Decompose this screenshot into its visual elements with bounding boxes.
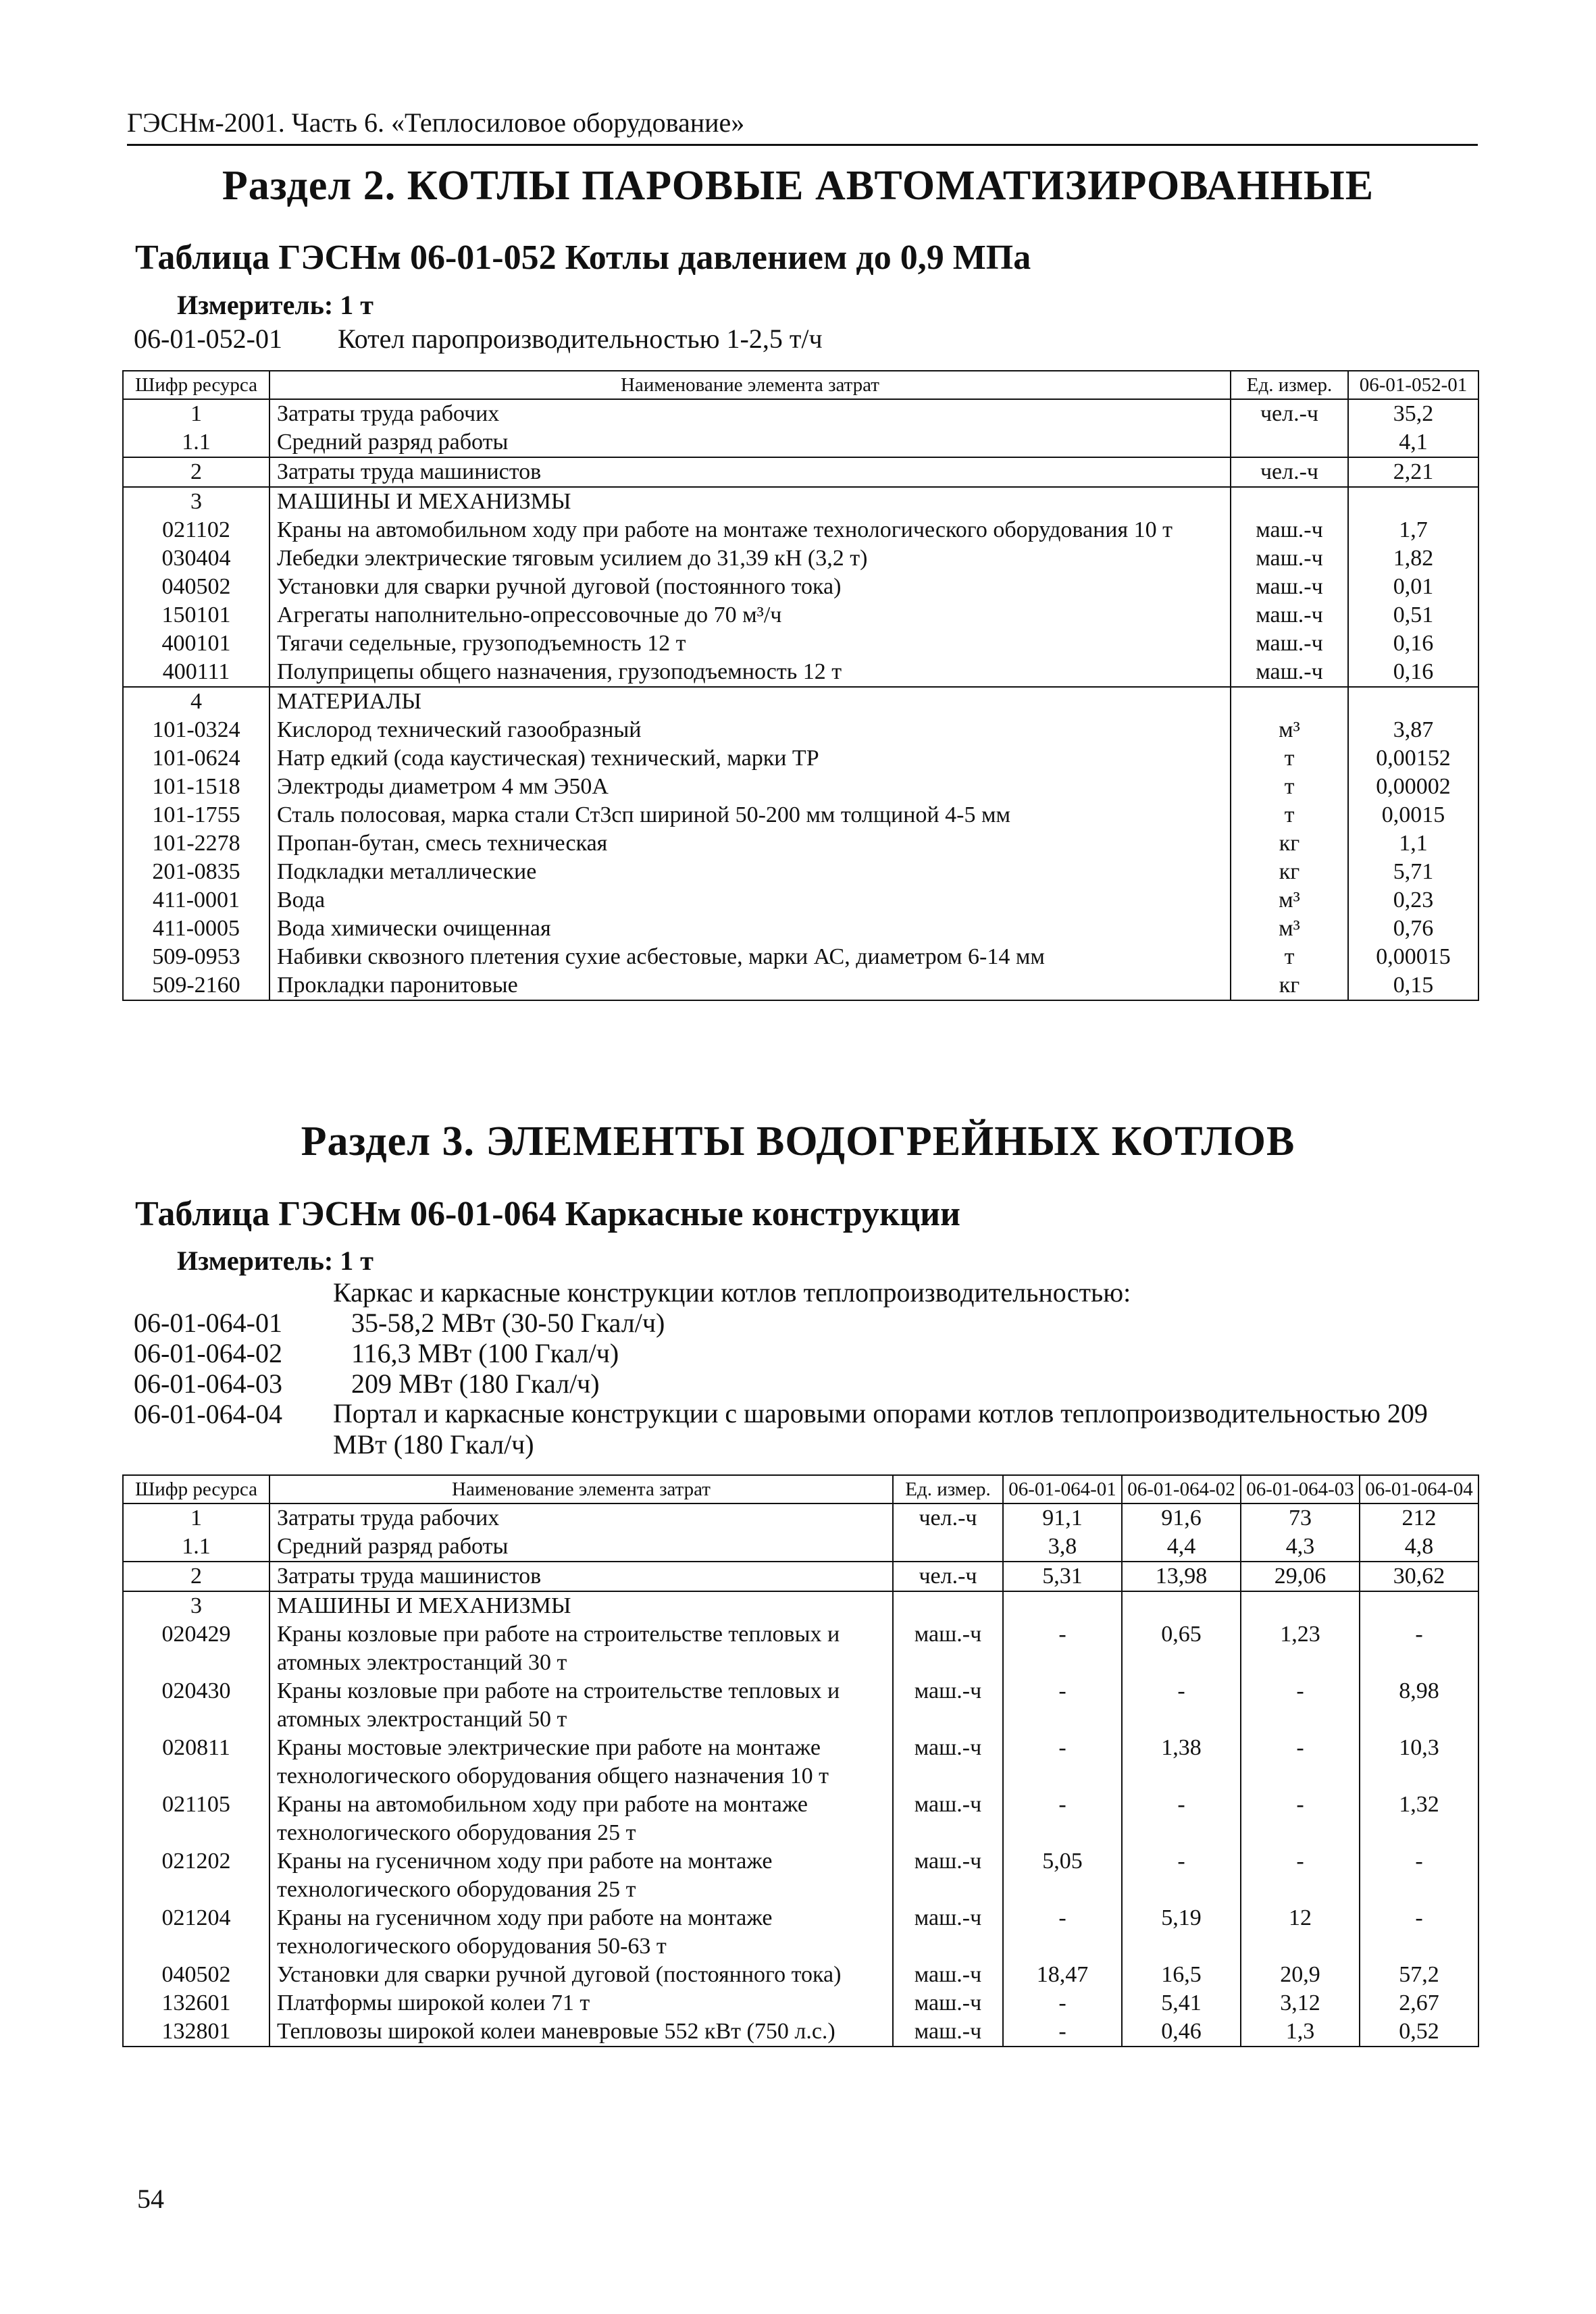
value-052-01: 0,16 [1348,658,1478,687]
resource-code: 2 [123,457,269,487]
value-064-03: - [1241,1791,1360,1847]
table-row [123,801,1478,829]
value-052-01: 0,01 [1348,573,1478,601]
cost-element-name: Натр едкий (сода каустическая) технический, марки ТР [269,744,1231,773]
value-064-03 [1241,1591,1360,1620]
value-052-01: 35,2 [1348,399,1478,428]
unit: маш.-ч [1231,516,1348,544]
table-row [123,886,1478,915]
value-052-01: 1,1 [1348,829,1478,858]
table-064-code-01: 06-01-064-01 [134,1308,282,1338]
unit: м³ [1231,716,1348,744]
table-row [123,1734,1478,1791]
unit: маш.-ч [893,1791,1003,1847]
unit: кг [1231,858,1348,886]
cost-element-name: Краны на гусеничном ходу при работе на монтаже технологического оборудования 25 т [269,1847,893,1904]
value-052-01: 0,16 [1348,629,1478,658]
resource-code: 3 [123,487,269,516]
value-064-03: 29,06 [1241,1562,1360,1591]
value-052-01: 0,23 [1348,886,1478,915]
value-064-01: - [1003,1904,1122,1961]
unit: маш.-ч [1231,573,1348,601]
table-row [123,1961,1478,1989]
header-name: Наименование элемента затрат [269,371,1231,399]
table-064-desc-01: 35-58,2 МВт (30-50 Гкал/ч) [351,1308,665,1338]
value-064-03: 3,12 [1241,1989,1360,2017]
value-064-01: - [1003,1620,1122,1677]
value-064-04: - [1360,1847,1478,1904]
resource-code: 1.1 [123,1533,269,1562]
table-row [123,1847,1478,1904]
resource-code: 201-0835 [123,858,269,886]
table-row [123,971,1478,1000]
section-2-title: Раздел 2. КОТЛЫ ПАРОВЫЕ АВТОМАТИЗИРОВАННЫЕ [222,163,1374,209]
table-064-desc-04: Портал и каркасные конструкции с шаровыми опорами котлов теплопроизводительностью 209 МВт (180 Гкал/ч) [333,1398,1428,1460]
cost-element-name: Краны на гусеничном ходу при работе на монтаже технологического оборудования 50-63 т [269,1904,893,1961]
section-3-title: Раздел 3. ЭЛЕМЕНТЫ ВОДОГРЕЙНЫХ КОТЛОВ [301,1119,1295,1164]
running-header: ГЭСНм-2001. Часть 6. «Теплосиловое оборудование» [127,107,1478,146]
table-row [123,658,1478,687]
table-064-desc-03: 209 МВт (180 Гкал/ч) [351,1368,600,1399]
resource-code: 1 [123,399,269,428]
header-code: Шифр ресурса [123,371,269,399]
cost-element-name: Затраты труда рабочих [269,1503,893,1533]
unit: маш.-ч [1231,601,1348,629]
cost-element-name: Агрегаты наполнительно-опрессовочные до 70 м³/ч [269,601,1231,629]
cost-element-name: Лебедки электрические тяговым усилием до 31,39 кН (3,2 т) [269,544,1231,573]
table-064-title: Таблица ГЭСНм 06-01-064 Каркасные конструкции [135,1195,960,1233]
value-064-04: 0,52 [1360,2017,1478,2047]
value-052-01: 0,00015 [1348,943,1478,971]
value-052-01: 0,51 [1348,601,1478,629]
table-064-code-03: 06-01-064-03 [134,1368,282,1399]
value-064-04: 57,2 [1360,1961,1478,1989]
value-064-01: - [1003,1734,1122,1791]
table-row [123,1620,1478,1677]
value-064-02: 0,46 [1122,2017,1241,2047]
value-064-02: 4,4 [1122,1533,1241,1562]
value-064-02: 5,41 [1122,1989,1241,2017]
header-col-064-03: 06-01-064-03 [1241,1475,1360,1503]
resource-code: 030404 [123,544,269,573]
unit [893,1533,1003,1562]
resource-code: 021204 [123,1904,269,1961]
unit [1231,428,1348,457]
value-064-04: 2,67 [1360,1989,1478,2017]
header-col-064-04: 06-01-064-04 [1360,1475,1478,1503]
header-name: Наименование элемента затрат [269,1475,893,1503]
unit: маш.-ч [893,1677,1003,1734]
table-064-code-04: 06-01-064-04 [134,1399,282,1429]
table-row [123,573,1478,601]
value-064-02: - [1122,1791,1241,1847]
value-064-02: - [1122,1847,1241,1904]
unit: м³ [1231,915,1348,943]
resource-code: 101-2278 [123,829,269,858]
value-064-04 [1360,1591,1478,1620]
resource-code: 101-0324 [123,716,269,744]
cost-element-name: Сталь полосовая, марка стали Ст3сп шириной 50-200 мм толщиной 4-5 мм [269,801,1231,829]
cost-element-name: Вода [269,886,1231,915]
value-052-01: 1,82 [1348,544,1478,573]
value-064-02: 5,19 [1122,1904,1241,1961]
unit [1231,487,1348,516]
unit: кг [1231,971,1348,1000]
resource-code: 509-0953 [123,943,269,971]
resource-code: 2 [123,1562,269,1591]
value-064-03: 73 [1241,1503,1360,1533]
table-row [123,744,1478,773]
resource-code: 040502 [123,1961,269,1989]
value-052-01: 0,0015 [1348,801,1478,829]
cost-element-name: Средний разряд работы [269,428,1231,457]
cost-element-name: Краны на автомобильном ходу при работе на монтаже технологического оборудования 10 т [269,516,1231,544]
resource-code: 020811 [123,1734,269,1791]
unit: т [1231,773,1348,801]
resource-code: 040502 [123,573,269,601]
value-064-02: - [1122,1677,1241,1734]
unit: маш.-ч [893,1734,1003,1791]
unit: чел.-ч [1231,399,1348,428]
value-052-01: 0,00152 [1348,744,1478,773]
unit: маш.-ч [893,1620,1003,1677]
resource-code: 101-0624 [123,744,269,773]
value-052-01: 4,1 [1348,428,1478,457]
table-052 [122,370,1479,1001]
header-code: Шифр ресурса [123,1475,269,1503]
unit: т [1231,744,1348,773]
value-064-01: 5,05 [1003,1847,1122,1904]
table-row [123,829,1478,858]
cost-element-name: Полуприцепы общего назначения, грузоподъемность 12 т [269,658,1231,687]
value-052-01 [1348,687,1478,716]
value-064-04: 10,3 [1360,1734,1478,1791]
cost-element-name: Средний разряд работы [269,1533,893,1562]
value-064-03: - [1241,1734,1360,1791]
value-064-01: 5,31 [1003,1562,1122,1591]
value-064-02: 16,5 [1122,1961,1241,1989]
value-052-01 [1348,487,1478,516]
table-row [123,516,1478,544]
table-row [123,1591,1478,1620]
value-052-01: 5,71 [1348,858,1478,886]
unit: т [1231,801,1348,829]
unit: чел.-ч [1231,457,1348,487]
value-064-01 [1003,1591,1122,1620]
resource-code: 411-0001 [123,886,269,915]
table-064-meter: Измеритель: 1 т [177,1245,374,1276]
cost-element-name: Установки для сварки ручной дуговой (постоянного тока) [269,1961,893,1989]
value-064-01: 3,8 [1003,1533,1122,1562]
table-row [123,1503,1478,1533]
cost-element-name: Вода химически очищенная [269,915,1231,943]
resource-code: 132801 [123,2017,269,2047]
resource-code: 3 [123,1591,269,1620]
value-064-03: - [1241,1677,1360,1734]
value-052-01: 0,00002 [1348,773,1478,801]
value-064-04: 4,8 [1360,1533,1478,1562]
value-064-01: - [1003,2017,1122,2047]
resource-code: 020429 [123,1620,269,1677]
value-064-03: 1,3 [1241,2017,1360,2047]
resource-code: 509-2160 [123,971,269,1000]
cost-element-name: МАШИНЫ И МЕХАНИЗМЫ [269,1591,893,1620]
table-row [123,773,1478,801]
table-row [123,1533,1478,1562]
cost-element-name: Затраты труда машинистов [269,1562,893,1591]
resource-code: 1.1 [123,428,269,457]
cost-element-name: Краны мостовые электрические при работе на монтаже технологического оборудования общего назначения 10 т [269,1734,893,1791]
resource-code: 101-1518 [123,773,269,801]
value-064-01: 18,47 [1003,1961,1122,1989]
table-row [123,915,1478,943]
cost-element-name: Тепловозы широкой колеи маневровые 552 кВт (750 л.с.) [269,2017,893,2047]
cost-element-name: Затраты труда машинистов [269,457,1231,487]
value-064-04: 30,62 [1360,1562,1478,1591]
table-row [123,1904,1478,1961]
unit: м³ [1231,886,1348,915]
table-052-meter: Измеритель: 1 т [177,290,374,320]
resource-code: 400101 [123,629,269,658]
table-row [123,487,1478,516]
cost-element-name: Краны козловые при работе на строительстве тепловых и атомных электростанций 30 т [269,1620,893,1677]
cost-element-name: Электроды диаметром 4 мм Э50А [269,773,1231,801]
resource-code: 411-0005 [123,915,269,943]
unit: чел.-ч [893,1562,1003,1591]
cost-element-name: Прокладки паронитовые [269,971,1231,1000]
unit: маш.-ч [893,1847,1003,1904]
value-064-03: 20,9 [1241,1961,1360,1989]
table-052-code-desc: Котел паропроизводительностью 1-2,5 т/ч [338,324,823,354]
table-064-desc-02: 116,3 МВт (100 Гкал/ч) [351,1338,619,1368]
table-row [123,1677,1478,1734]
cost-element-name: МАТЕРИАЛЫ [269,687,1231,716]
unit: маш.-ч [893,2017,1003,2047]
unit: маш.-ч [1231,629,1348,658]
table-row [123,1562,1478,1591]
cost-element-name: Установки для сварки ручной дуговой (постоянного тока) [269,573,1231,601]
value-064-01: 91,1 [1003,1503,1122,1533]
value-064-03: - [1241,1847,1360,1904]
header-col-052-01: 06-01-052-01 [1348,371,1478,399]
resource-code: 021202 [123,1847,269,1904]
unit [1231,687,1348,716]
value-064-03: 4,3 [1241,1533,1360,1562]
value-064-02: 91,6 [1122,1503,1241,1533]
table-row [123,716,1478,744]
resource-code: 1 [123,1503,269,1533]
table-row [123,2017,1478,2047]
resource-code: 150101 [123,601,269,629]
value-064-02: 1,38 [1122,1734,1241,1791]
resource-code: 400111 [123,658,269,687]
value-064-01: - [1003,1989,1122,2017]
header-unit: Ед. измер. [1231,371,1348,399]
value-052-01: 1,7 [1348,516,1478,544]
resource-code: 020430 [123,1677,269,1734]
unit [893,1591,1003,1620]
table-row [123,687,1478,716]
unit: маш.-ч [893,1989,1003,2017]
table-row [123,629,1478,658]
cost-element-name: Тягачи седельные, грузоподъемность 12 т [269,629,1231,658]
table-064 [122,1474,1479,2047]
value-064-02 [1122,1591,1241,1620]
value-052-01: 2,21 [1348,457,1478,487]
table-row [123,1791,1478,1847]
cost-element-name: МАШИНЫ И МЕХАНИЗМЫ [269,487,1231,516]
value-064-02: 0,65 [1122,1620,1241,1677]
unit: маш.-ч [893,1961,1003,1989]
cost-element-name: Краны козловые при работе на строительстве тепловых и атомных электростанций 50 т [269,1677,893,1734]
unit: маш.-ч [1231,658,1348,687]
cost-element-name: Краны на автомобильном ходу при работе на монтаже технологического оборудования 25 т [269,1791,893,1847]
table-row [123,399,1478,428]
table-row [123,1989,1478,2017]
value-064-03: 1,23 [1241,1620,1360,1677]
value-052-01: 3,87 [1348,716,1478,744]
value-064-01: - [1003,1677,1122,1734]
value-064-04: - [1360,1904,1478,1961]
unit: кг [1231,829,1348,858]
page-number: 54 [137,2184,164,2214]
value-064-03: 12 [1241,1904,1360,1961]
value-064-04: 8,98 [1360,1677,1478,1734]
table-052-title: Таблица ГЭСНм 06-01-052 Котлы давлением до 0,9 МПа [135,238,1031,277]
unit: т [1231,943,1348,971]
cost-element-name: Платформы широкой колеи 71 т [269,1989,893,2017]
header-col-064-01: 06-01-064-01 [1003,1475,1122,1503]
resource-code: 021102 [123,516,269,544]
table-row [123,943,1478,971]
header-col-064-02: 06-01-064-02 [1122,1475,1241,1503]
cost-element-name: Подкладки металлические [269,858,1231,886]
unit: чел.-ч [893,1503,1003,1533]
value-064-04: - [1360,1620,1478,1677]
cost-element-name: Набивки сквозного плетения сухие асбестовые, марки АС, диаметром 6-14 мм [269,943,1231,971]
table-064-code-02: 06-01-064-02 [134,1338,282,1368]
cost-element-name: Пропан-бутан, смесь техническая [269,829,1231,858]
unit: маш.-ч [893,1904,1003,1961]
value-064-02: 13,98 [1122,1562,1241,1591]
resource-code: 101-1755 [123,801,269,829]
table-row [123,457,1478,487]
table-row [123,601,1478,629]
cost-element-name: Кислород технический газообразный [269,716,1231,744]
unit: маш.-ч [1231,544,1348,573]
table-row [123,858,1478,886]
table-052-code: 06-01-052-01 [134,324,282,354]
table-row [123,544,1478,573]
cost-element-name: Затраты труда рабочих [269,399,1231,428]
resource-code: 4 [123,687,269,716]
resource-code: 132601 [123,1989,269,2017]
header-unit: Ед. измер. [893,1475,1003,1503]
value-064-04: 212 [1360,1503,1478,1533]
value-052-01: 0,15 [1348,971,1478,1000]
table-row [123,428,1478,457]
resource-code: 021105 [123,1791,269,1847]
value-052-01: 0,76 [1348,915,1478,943]
value-064-04: 1,32 [1360,1791,1478,1847]
table-064-intro: Каркас и каркасные конструкции котлов теплопроизводительностью: [333,1277,1131,1308]
value-064-01: - [1003,1791,1122,1847]
